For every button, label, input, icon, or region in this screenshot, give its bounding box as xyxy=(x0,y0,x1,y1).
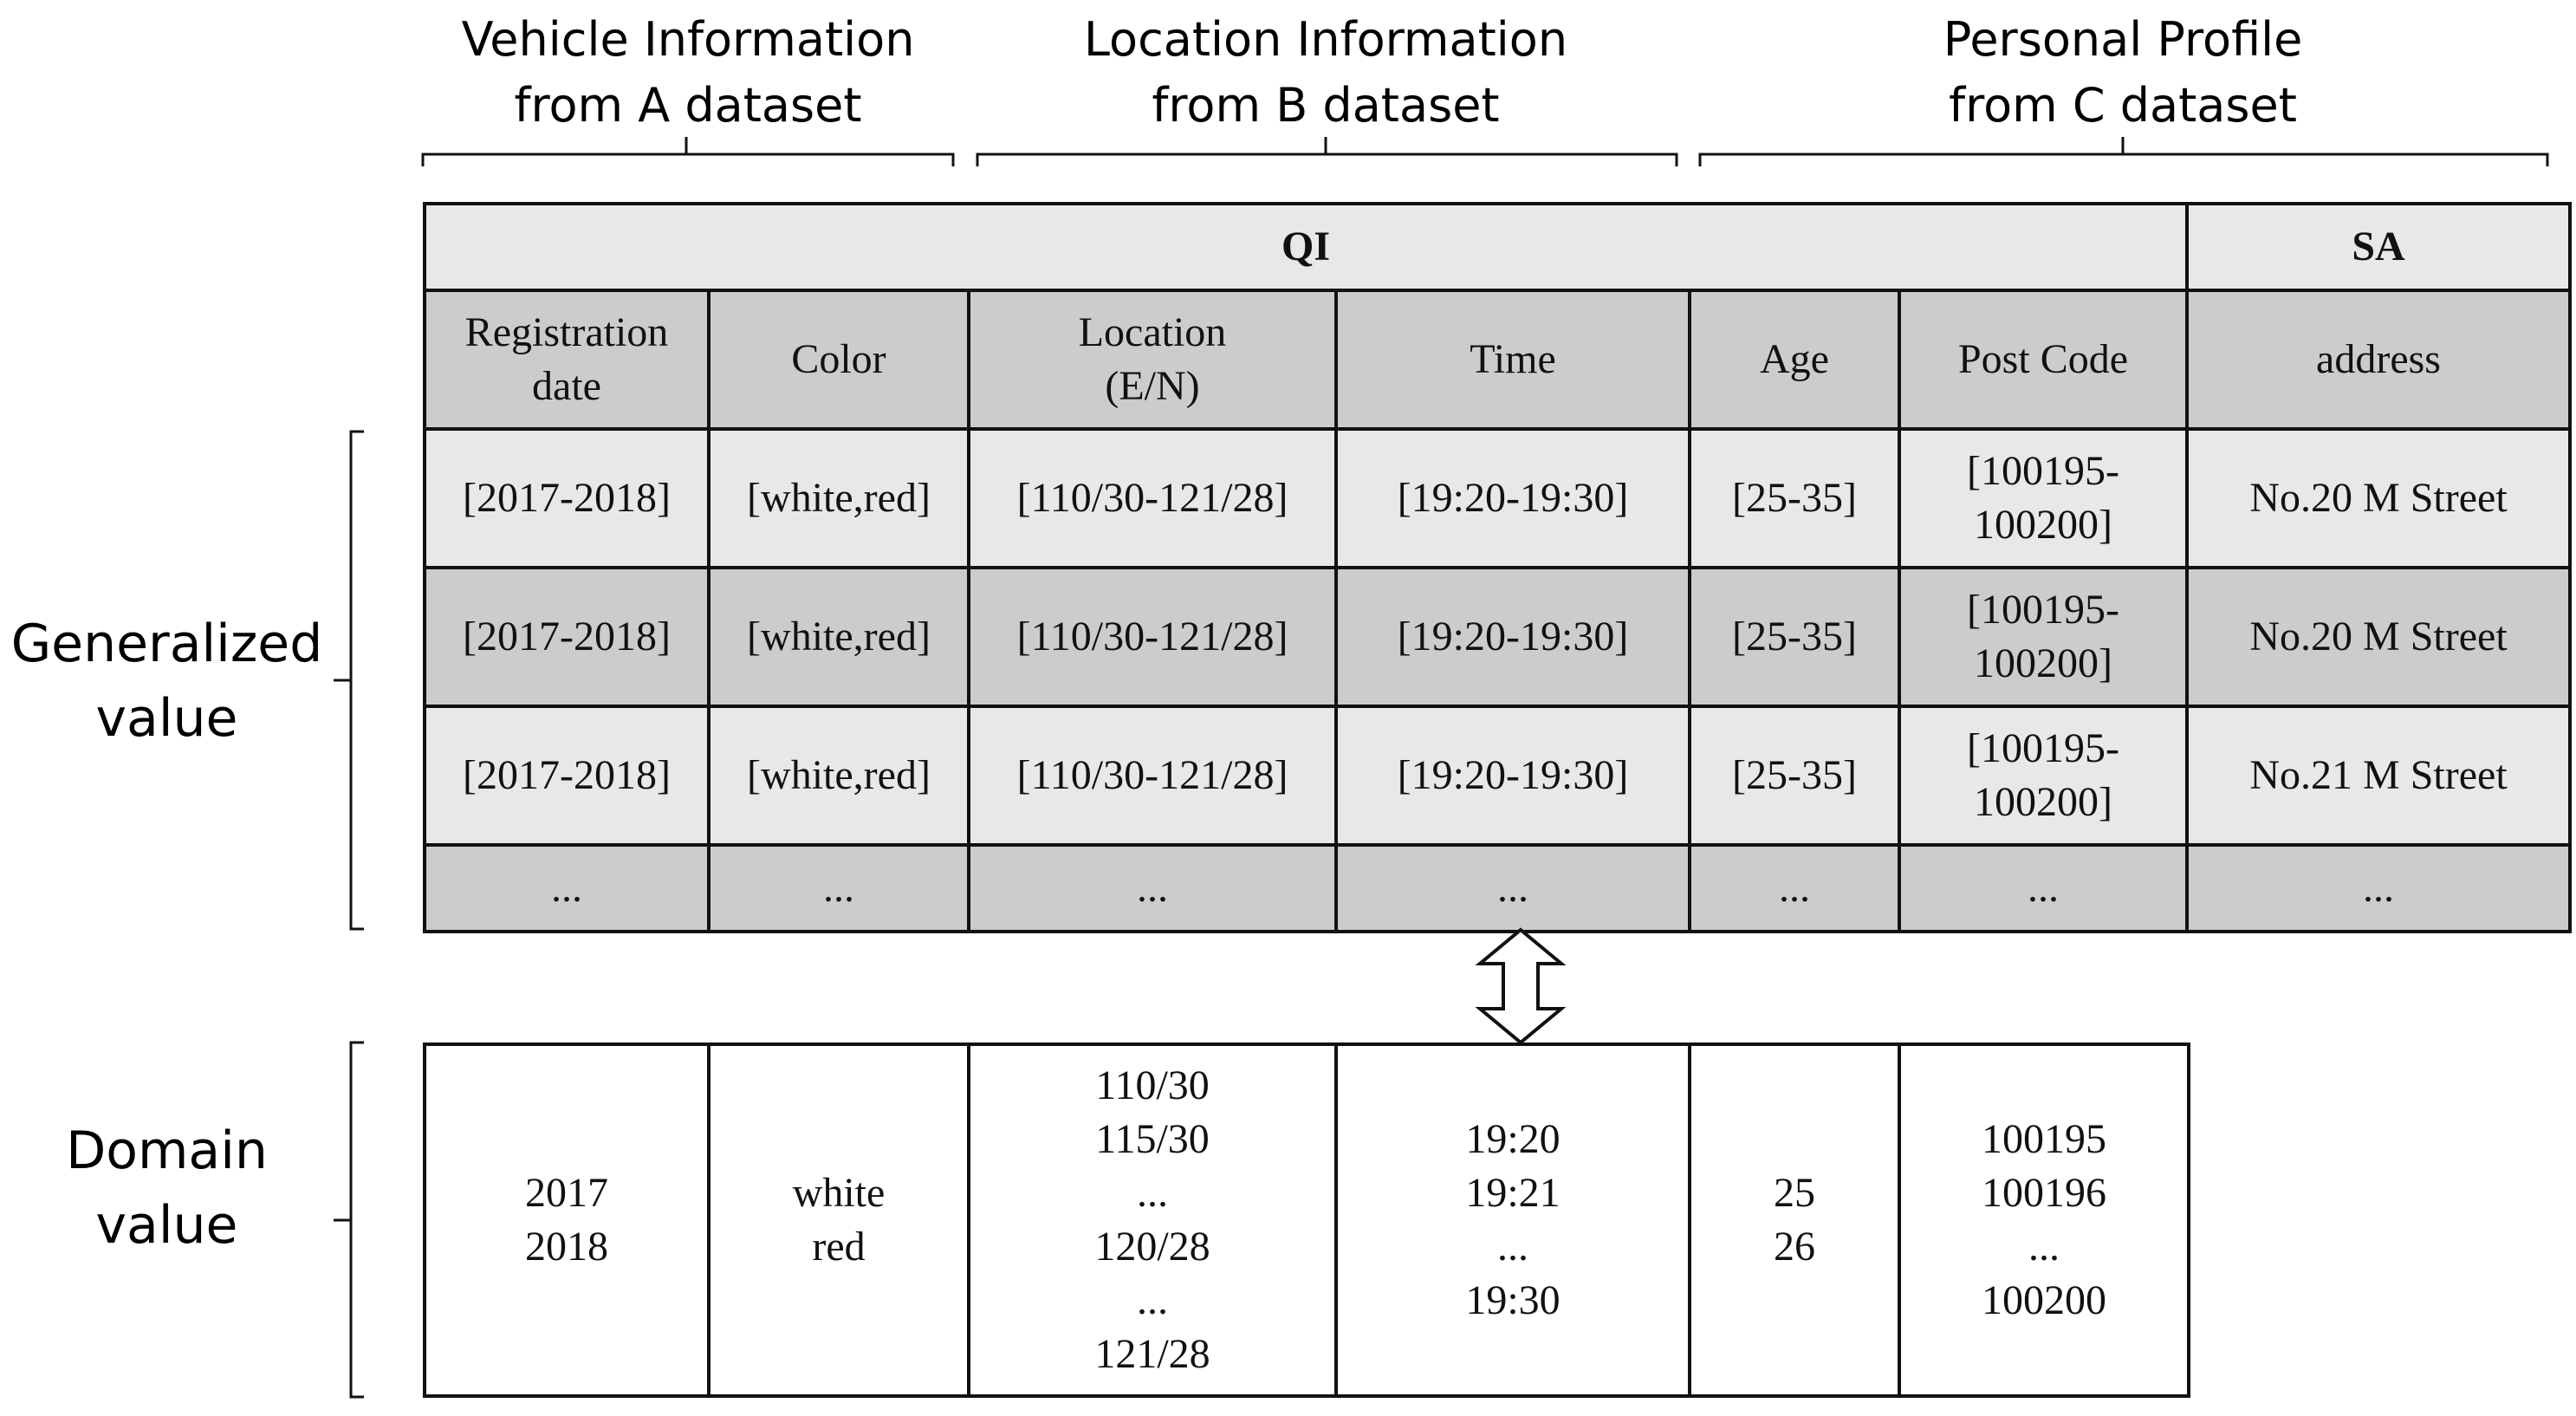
table-cell: [100195- 100200] xyxy=(1899,429,2187,568)
side-label-domain: Domain value xyxy=(66,1120,268,1256)
table-row xyxy=(425,568,2570,706)
table-row xyxy=(425,429,2570,568)
domain-cell: 25 26 xyxy=(1690,1044,1899,1396)
col-header: Location (E/N) xyxy=(969,290,1336,429)
table-row xyxy=(425,845,2570,932)
table-cell: [2017-2018] xyxy=(425,568,709,706)
table-cell: [2017-2018] xyxy=(425,429,709,568)
table-cell: ... xyxy=(425,845,709,932)
table-cell: [110/30-121/28] xyxy=(969,568,1336,706)
table-cell: ... xyxy=(1690,845,1899,932)
domain-cell: white red xyxy=(709,1044,969,1396)
sa-header: SA xyxy=(2187,204,2570,290)
col-header: Time xyxy=(1336,290,1690,429)
table-cell: No.21 M Street xyxy=(2187,706,2570,845)
side-label-generalized: Generalized value xyxy=(10,614,323,749)
col-header: Color xyxy=(709,290,969,429)
table-cell: [19:20-19:30] xyxy=(1336,429,1690,568)
table-cell: No.20 M Street xyxy=(2187,568,2570,706)
table-row xyxy=(425,706,2570,845)
group-title-location: Location Information from B dataset xyxy=(1083,12,1568,133)
table-cell: [25-35] xyxy=(1690,429,1899,568)
side-bracket-generalized xyxy=(334,432,364,929)
table-cell: [19:20-19:30] xyxy=(1336,706,1690,845)
table-cell: [2017-2018] xyxy=(425,706,709,845)
qi-header: QI xyxy=(425,204,2187,290)
table-cell: ... xyxy=(1899,845,2187,932)
group-bracket-location xyxy=(977,137,1677,166)
table-cell: [25-35] xyxy=(1690,706,1899,845)
table-cell: [110/30-121/28] xyxy=(969,706,1336,845)
group-bracket-vehicle xyxy=(423,137,953,166)
col-header: Age xyxy=(1690,290,1899,429)
table-cell: ... xyxy=(969,845,1336,932)
table-cell: [25-35] xyxy=(1690,568,1899,706)
side-bracket-domain xyxy=(334,1043,364,1397)
col-header: address xyxy=(2187,290,2570,429)
table-row xyxy=(425,1044,2189,1396)
domain-table xyxy=(423,1043,2190,1398)
table-cell: ... xyxy=(709,845,969,932)
table-cell: ... xyxy=(2187,845,2570,932)
table-cell: [white,red] xyxy=(709,706,969,845)
col-header: Registration date xyxy=(425,290,709,429)
col-header: Post Code xyxy=(1899,290,2187,429)
table-cell: [19:20-19:30] xyxy=(1336,568,1690,706)
double-arrow-icon xyxy=(1464,927,1577,1045)
domain-cell: 2017 2018 xyxy=(425,1044,709,1396)
table-cell: [100195- 100200] xyxy=(1899,568,2187,706)
table-cell: [110/30-121/28] xyxy=(969,429,1336,568)
table-cell: [white,red] xyxy=(709,568,969,706)
group-title-vehicle: Vehicle Information from A dataset xyxy=(461,12,915,133)
table-cell: [white,red] xyxy=(709,429,969,568)
generalized-table xyxy=(423,202,2572,933)
domain-cell: 100195 100196 ... 100200 xyxy=(1899,1044,2189,1396)
table-cell: [100195- 100200] xyxy=(1899,706,2187,845)
domain-cell: 110/30 115/30 ... 120/28 ... 121/28 xyxy=(969,1044,1336,1396)
table-cell: No.20 M Street xyxy=(2187,429,2570,568)
group-title-personal: Personal Profile from C dataset xyxy=(1943,12,2303,133)
table-cell: ... xyxy=(1336,845,1690,932)
domain-cell: 19:20 19:21 ... 19:30 xyxy=(1336,1044,1690,1396)
group-bracket-personal xyxy=(1700,137,2547,166)
